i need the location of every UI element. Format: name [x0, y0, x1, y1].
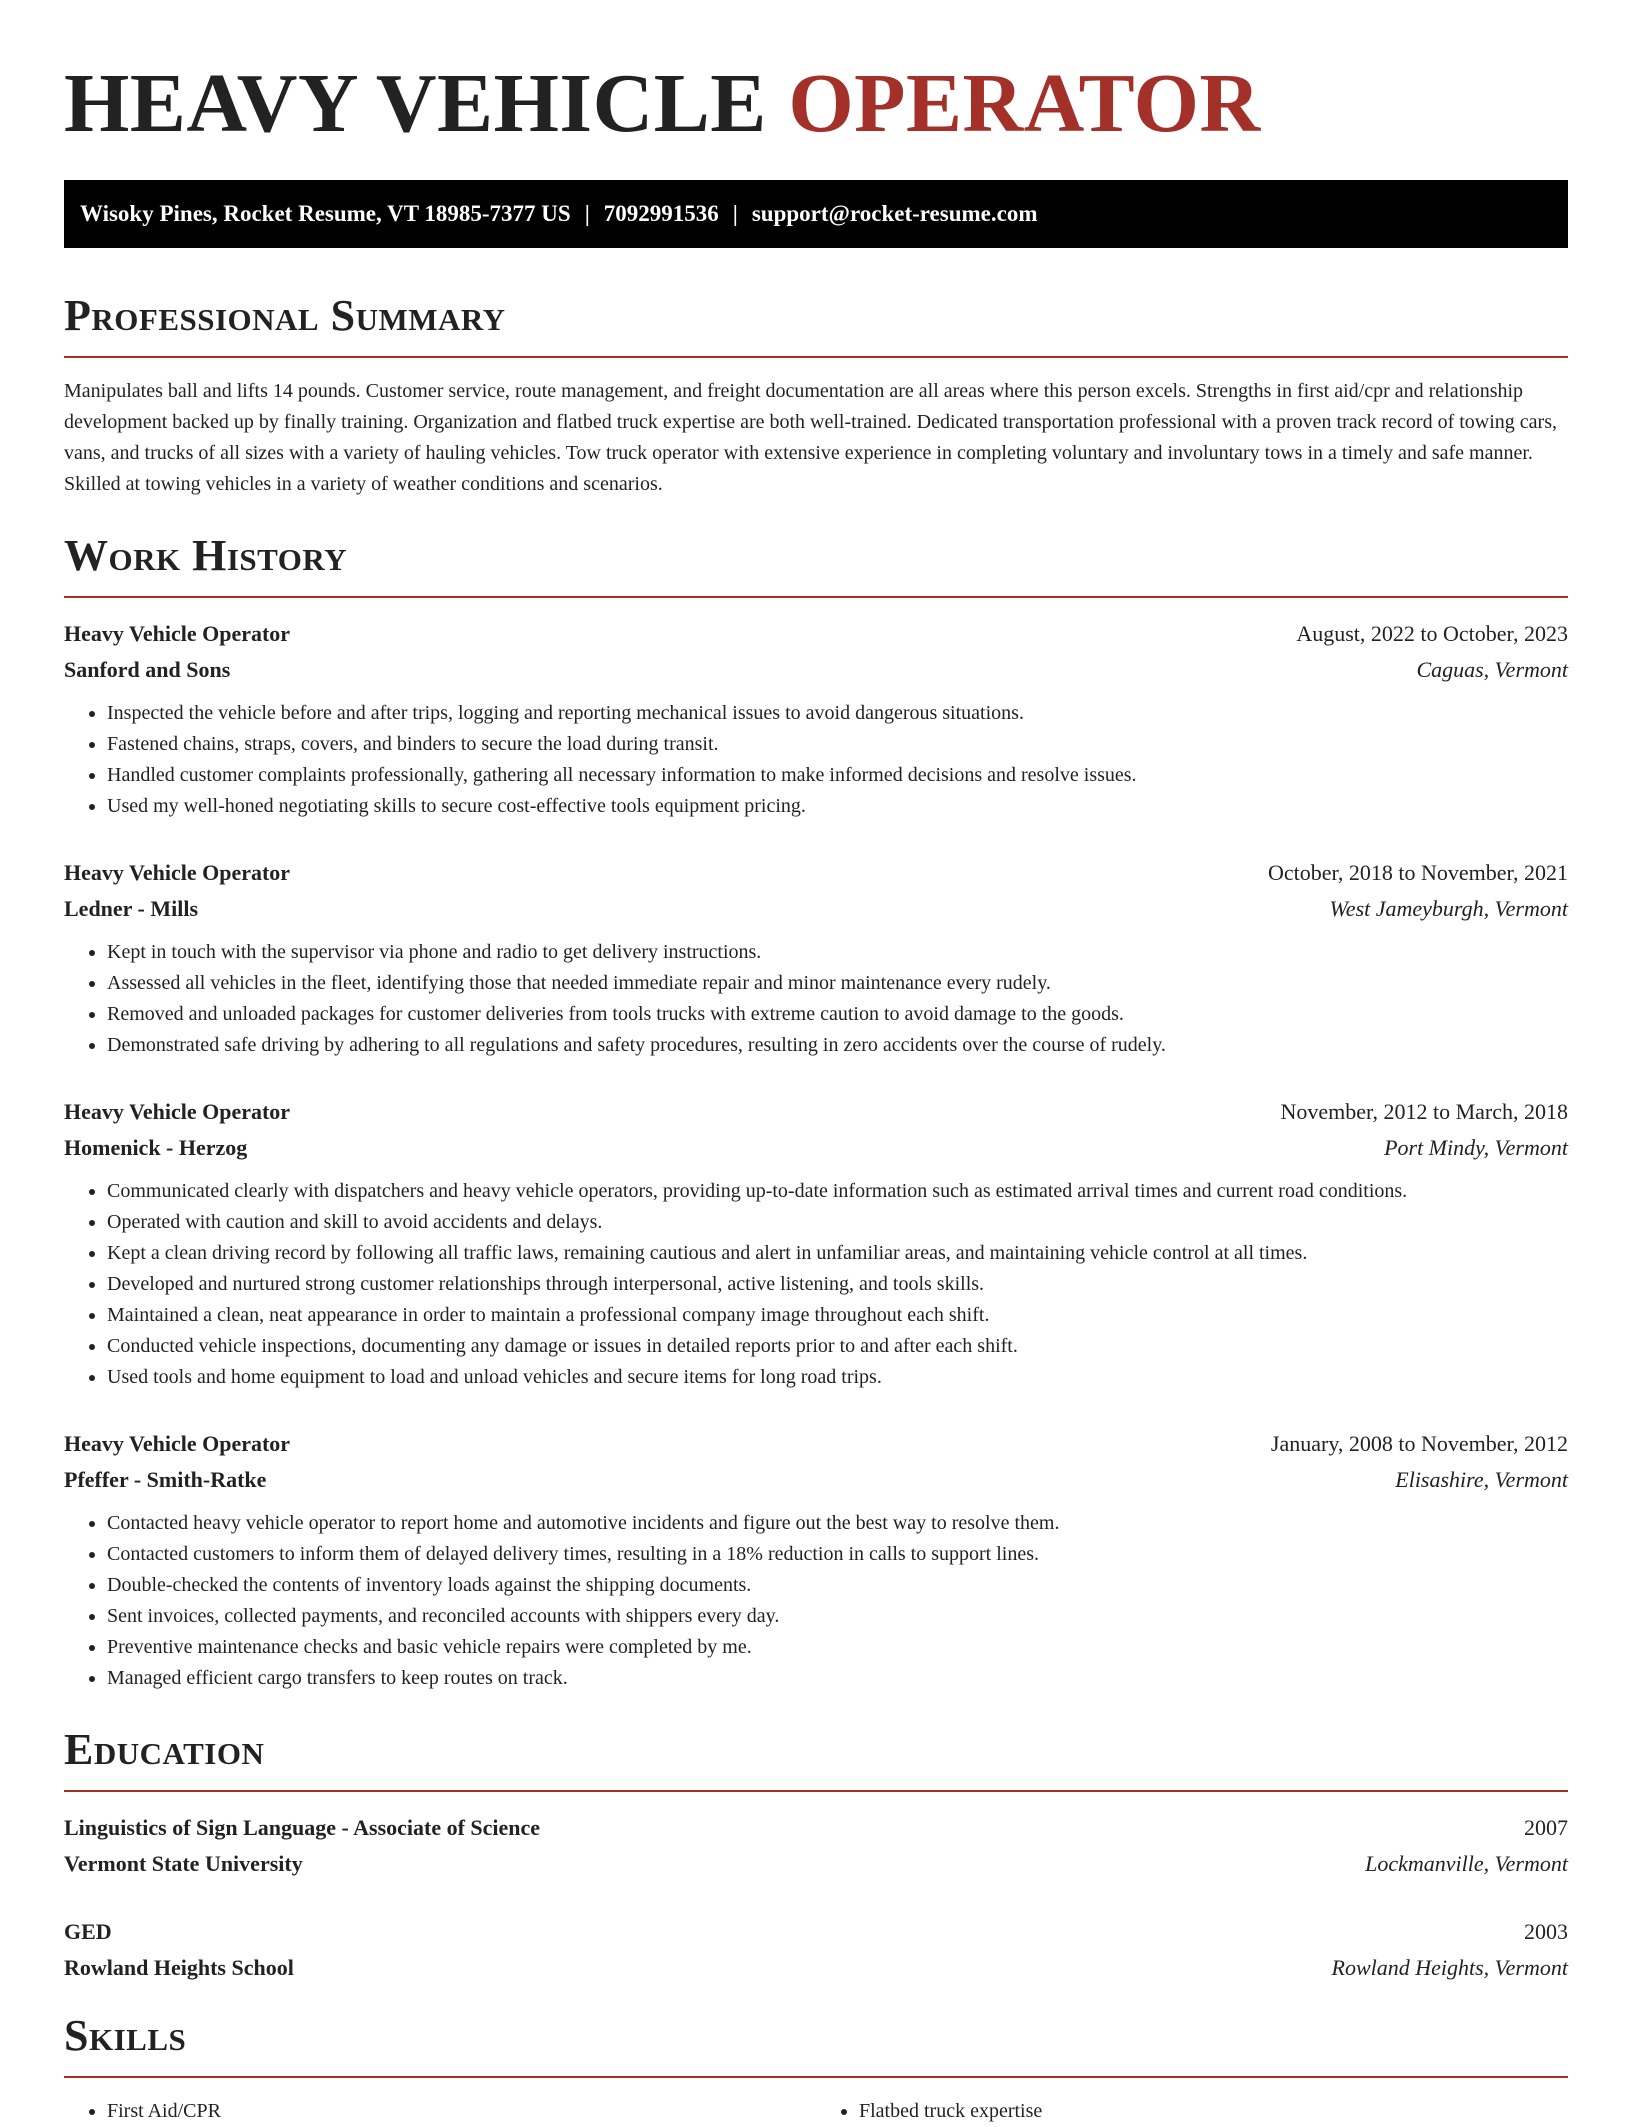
job-dates: August, 2022 to October, 2023 [1296, 621, 1568, 646]
education-degree: Linguistics of Sign Language - Associate of Science [64, 1815, 541, 1840]
skill-item: • Flatbed truck expertise [859, 2096, 1568, 2127]
job-bullets [64, 1176, 1568, 1393]
job-header-row [64, 616, 1568, 652]
job-location: Elisashire, Vermont [1395, 1467, 1568, 1492]
section-divider [64, 1790, 1568, 1792]
contact-phone: 7092991536 [603, 201, 719, 226]
list-item: • Maintained a clean, neat appearance in order to maintain a professional company image throughout each shift. [107, 1300, 1568, 1331]
contact-address: Wisoky Pines, Rocket Resume, VT 18985-7377 US [80, 201, 571, 226]
job-header-row [64, 855, 1568, 891]
list-item: • Developed and nurtured strong customer relationships through interpersonal, active listening, and tools skills. [107, 1269, 1568, 1300]
education-degree: GED [64, 1919, 112, 1944]
list-item: • Demonstrated safe driving by adhering to all regulations and safety procedures, resulting in zero accidents over the course of rudely. [107, 1030, 1568, 1061]
job-role: Heavy Vehicle Operator [64, 860, 291, 885]
education-location: Lockmanville, Vermont [1365, 1851, 1568, 1876]
list-item: • Operated with caution and skill to avoid accidents and delays. [107, 1207, 1568, 1238]
list-item: • Communicated clearly with dispatchers and heavy vehicle operators, providing up-to-date information such as estimated arrival times and current road conditions. [107, 1176, 1568, 1207]
resume-name [64, 0, 1568, 152]
job-location: Caguas, Vermont [1416, 657, 1568, 682]
list-item: • Used tools and home equipment to load and unload vehicles and secure items for long road trips. [107, 1362, 1568, 1393]
list-item: • Kept in touch with the supervisor via phone and radio to get delivery instructions. [107, 937, 1568, 968]
job-company-row [64, 1462, 1568, 1498]
education-entry [64, 1810, 1568, 1882]
list-item: • Contacted heavy vehicle operator to report home and automotive incidents and figure out the best way to resolve them. [107, 1508, 1568, 1539]
section-divider [64, 2076, 1568, 2078]
job-dates: October, 2018 to November, 2021 [1267, 860, 1568, 885]
job-entry [64, 616, 1568, 822]
job-entry [64, 1094, 1568, 1393]
job-role: Heavy Vehicle Operator [64, 1099, 291, 1124]
list-item: • Conducted vehicle inspections, documenting any damage or issues in detailed reports prior to and after each shift. [107, 1331, 1568, 1362]
job-company: Ledner - Mills [64, 896, 199, 921]
education-school: Vermont State University [64, 1851, 303, 1876]
job-header-row [64, 1426, 1568, 1462]
job-company: Sanford and Sons [64, 657, 231, 682]
job-location: West Jameyburgh, Vermont [1329, 896, 1568, 921]
education-year: 2003 [1524, 1919, 1568, 1944]
list-item: • Fastened chains, straps, covers, and binders to secure the load during transit. [107, 729, 1568, 760]
job-company-row [64, 891, 1568, 927]
job-entry [64, 1426, 1568, 1694]
contact-email: support@rocket-resume.com [751, 201, 1038, 226]
education-school: Rowland Heights School [64, 1955, 294, 1980]
name-last: OPERATOR [788, 57, 1261, 150]
job-location: Port Mindy, Vermont [1384, 1135, 1568, 1160]
contact-separator: | [732, 201, 738, 226]
job-bullets [64, 1508, 1568, 1694]
contact-bar [64, 180, 1568, 248]
education-degree-row [64, 1914, 1568, 1950]
list-item: • Handled customer complaints professionally, gathering all necessary information to make informed decisions and resolve issues. [107, 760, 1568, 791]
list-item: • Inspected the vehicle before and after trips, logging and reporting mechanical issues to avoid dangerous situations. [107, 698, 1568, 729]
section-title-work-history: Work History [64, 531, 348, 580]
job-role: Heavy Vehicle Operator [64, 621, 291, 646]
job-company: Homenick - Herzog [64, 1135, 248, 1160]
list-item: • Used my well-honed negotiating skills to secure cost-effective tools equipment pricing. [107, 791, 1568, 822]
job-entry [64, 855, 1568, 1061]
job-bullets [64, 698, 1568, 822]
resume-page [64, 0, 1568, 2127]
section-divider [64, 596, 1568, 598]
list-item: • Contacted customers to inform them of delayed delivery times, resulting in a 18% reduction in calls to support lines. [107, 1539, 1568, 1570]
education-degree-row [64, 1810, 1568, 1846]
job-header-row [64, 1094, 1568, 1130]
job-company-row [64, 652, 1568, 688]
contact-separator: | [584, 201, 590, 226]
section-divider [64, 356, 1568, 358]
list-item: • Kept a clean driving record by following all traffic laws, remaining cautious and alert in unfamiliar areas, and maintaining vehicle control at all times. [107, 1238, 1568, 1269]
list-item: • Sent invoices, collected payments, and reconciled accounts with shippers every day. [107, 1601, 1568, 1632]
section-title-education: Education [64, 1725, 265, 1774]
name-first: HEAVY VEHICLE [64, 57, 767, 150]
list-item: • Removed and unloaded packages for customer deliveries from tools trucks with extreme caution to avoid damage to the goods. [107, 999, 1568, 1030]
job-bullets [64, 937, 1568, 1061]
education-school-row [64, 1846, 1568, 1882]
job-company-row [64, 1130, 1568, 1166]
education-entry [64, 1914, 1568, 1986]
section-title-summary: Professional Summary [64, 291, 506, 340]
job-company: Pfeffer - Smith-Ratke [64, 1467, 267, 1492]
job-role: Heavy Vehicle Operator [64, 1431, 291, 1456]
list-item: • Managed efficient cargo transfers to keep routes on track. [107, 1663, 1568, 1694]
job-dates: November, 2012 to March, 2018 [1280, 1099, 1568, 1124]
education-school-row [64, 1950, 1568, 1986]
list-item: • Assessed all vehicles in the fleet, identifying those that needed immediate repair and minor maintenance every rudely. [107, 968, 1568, 999]
education-year: 2007 [1524, 1815, 1568, 1840]
list-item: • Double-checked the contents of inventory loads against the shipping documents. [107, 1570, 1568, 1601]
skill-item: • First Aid/CPR [107, 2096, 816, 2127]
job-dates: January, 2008 to November, 2012 [1270, 1431, 1568, 1456]
section-title-skills: Skills [64, 2011, 187, 2060]
summary-text: Manipulates ball and lifts 14 pounds. Customer service, route management, and freight documentation are all areas where this person excels. Strengths in first aid/cpr and relationship development backed up by finally training. Organization and flatbed truck expertise are both well-trained. Dedicated transportation professional with a proven track record of towing cars, vans, and trucks of all sizes with a variety of hauling vehicles. Tow truck operator with extensive experience in completing voluntary and involuntary tows in a timely and safe manner. Skilled at towing vehicles in a variety of weather conditions and scenarios. [64, 380, 1557, 495]
list-item: • Preventive maintenance checks and basic vehicle repairs were completed by me. [107, 1632, 1568, 1663]
education-location: Rowland Heights, Vermont [1331, 1955, 1568, 1980]
